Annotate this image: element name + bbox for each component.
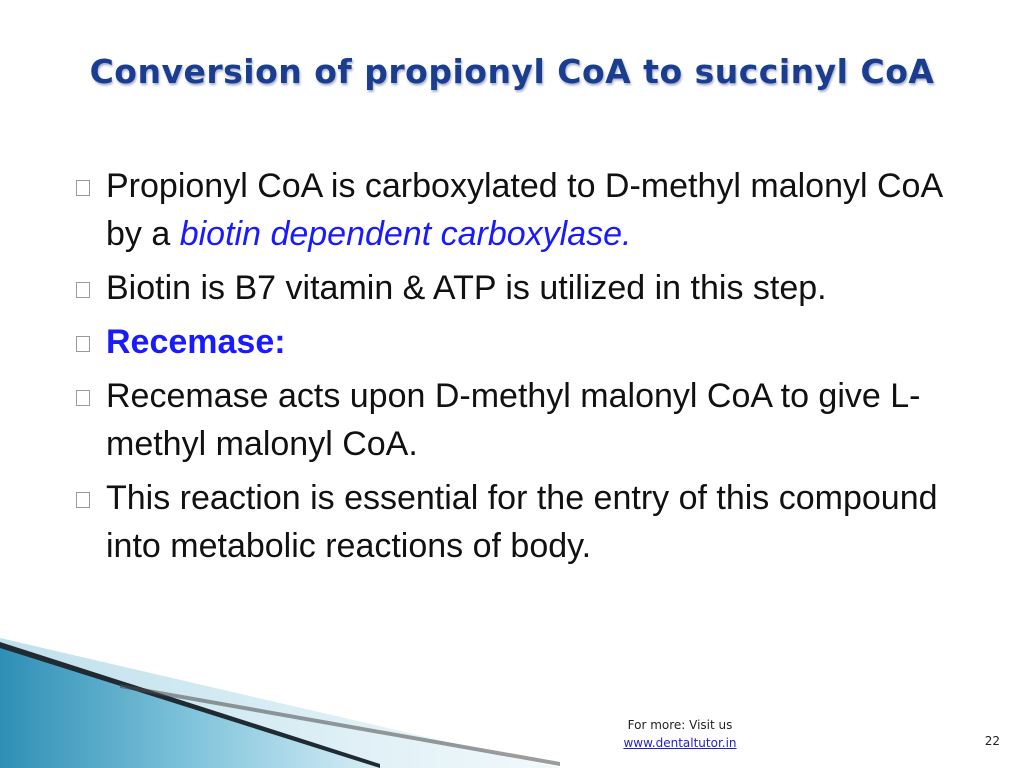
- bullet-4-text: Recemase acts upon D-methyl malonyl CoA to give L-methyl malonyl CoA.: [106, 377, 921, 463]
- bullet-box-icon: [76, 492, 90, 508]
- bullet-1-text: Propionyl CoA is carboxylated to D-methyl malonyl CoA by a: [106, 167, 942, 253]
- bullet-box-icon: [76, 336, 90, 352]
- bullet-2-text: Biotin is B7 vitamin & ATP is utilized in this step.: [106, 269, 827, 307]
- footer-website-link[interactable]: www.dentaltutor.in: [623, 736, 737, 750]
- decorative-corner-swoosh: [0, 638, 560, 768]
- footer-note-text: For more: Visit us: [627, 718, 733, 732]
- bullet-item-3: [72, 318, 972, 366]
- bullet-1-emphasis: biotin dependent carboxylase.: [179, 215, 632, 253]
- bullet-box-icon: [76, 180, 90, 196]
- page-number: 22: [984, 734, 1000, 748]
- slide-title: Conversion of propionyl CoA to succinyl CoA: [89, 52, 935, 91]
- bullet-5-text: This reaction is essential for the entry of this compound into metabolic reactions of body.: [106, 479, 938, 565]
- footer-note: [600, 716, 760, 752]
- bullet-item-2: [72, 264, 972, 312]
- bullet-item-4: [72, 372, 972, 468]
- bullet-box-icon: [76, 390, 90, 406]
- bullet-item-5: [72, 474, 972, 570]
- bullet-item-1: [72, 162, 972, 258]
- bullet-3-heading: Recemase:: [106, 323, 286, 361]
- bullet-box-icon: [76, 282, 90, 298]
- bullet-text: [106, 162, 972, 258]
- bullet-list: [72, 162, 972, 576]
